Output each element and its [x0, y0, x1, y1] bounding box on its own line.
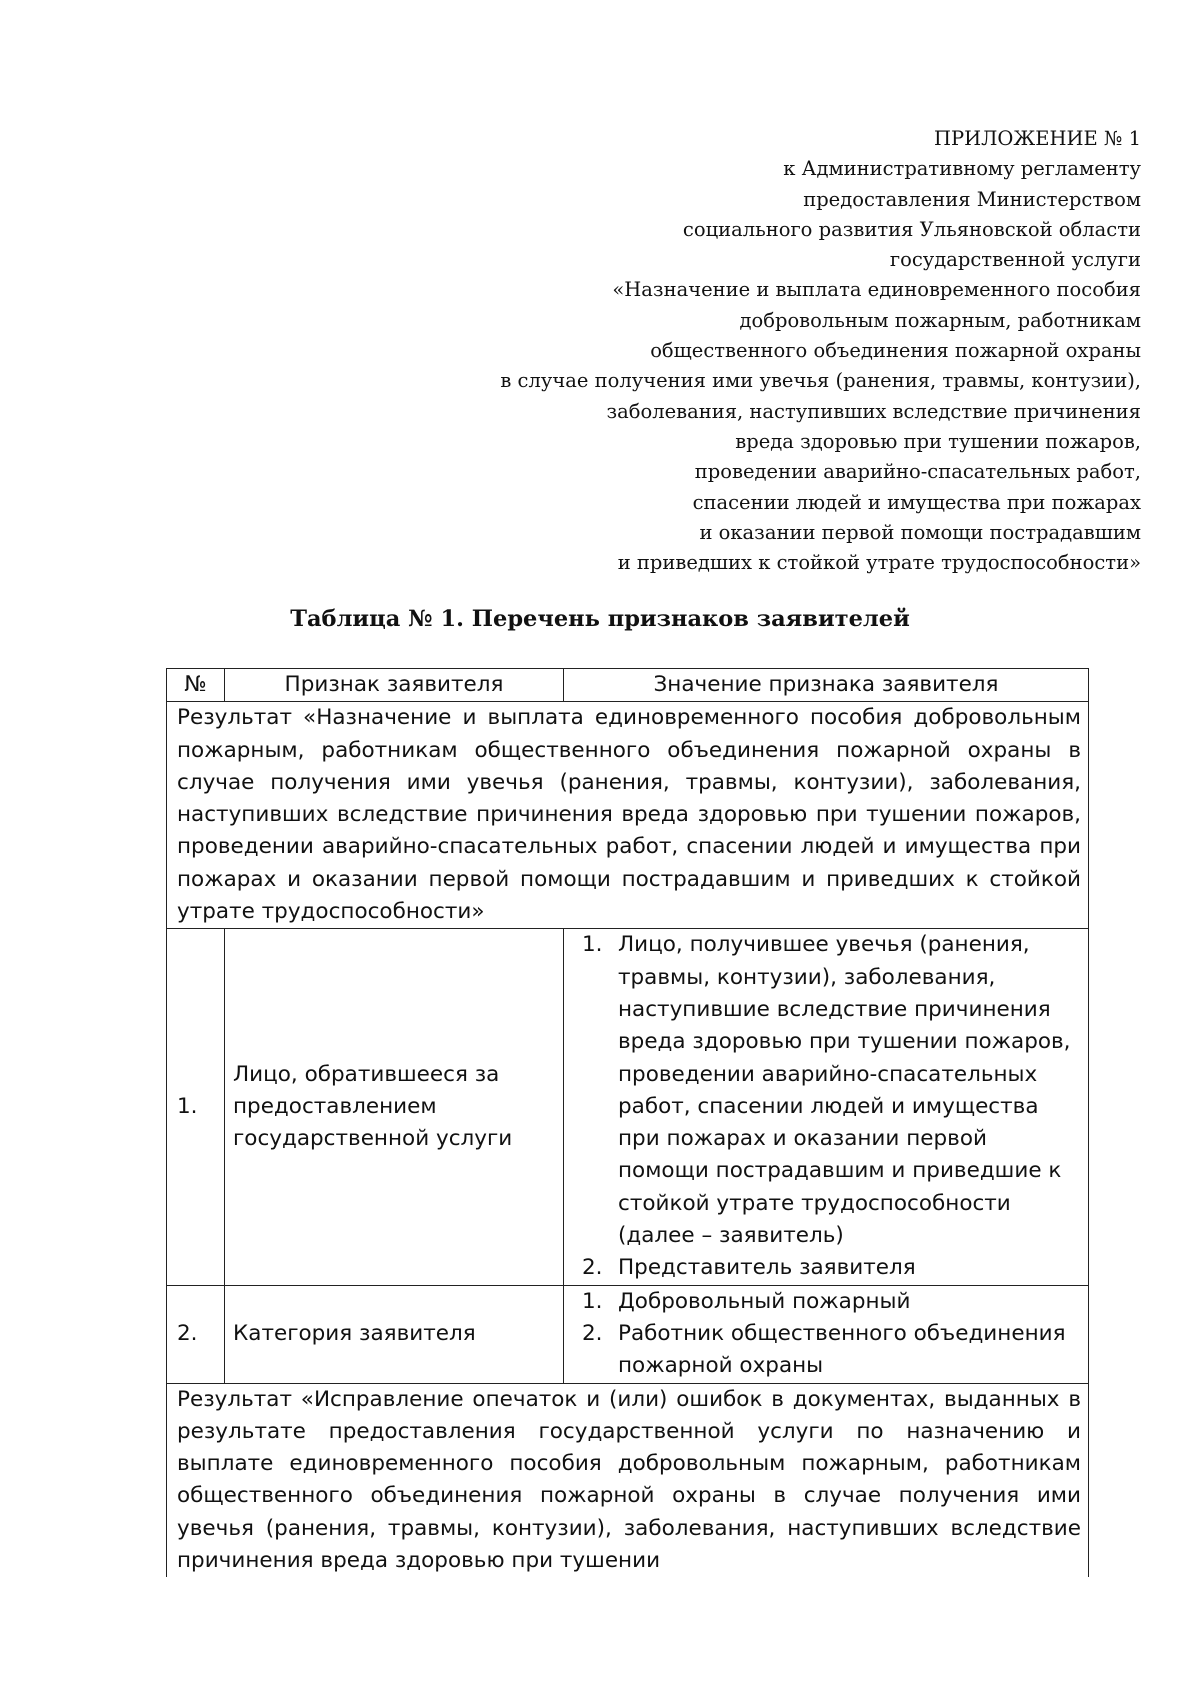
row-values: [564, 1285, 1089, 1383]
appendix-header: [441, 124, 1141, 578]
table-row: [167, 1285, 1089, 1383]
appendix-line: и оказании первой помощи пострадавшим: [699, 520, 1141, 544]
list-marker: 2.: [582, 1255, 603, 1281]
table-header-row: [167, 669, 1089, 702]
list-item: [582, 1252, 1080, 1284]
header-value: Значение признака заявителя: [564, 669, 1089, 702]
row-feature: Категория заявителя: [225, 1285, 564, 1383]
result-cell: Результат «Исправление опечаток и (или) ошибок в документах, выданных в результате предоставления государственной услуги по назначению и выплате единовременного пособия добровольным пожарным, работникам общественного объединения пожарной охраны в случае получения ими увечья (ранения, травмы, контузии), заболевания, наступивших вследствие причинения вреда здоровью при тушении: [167, 1383, 1089, 1577]
result-row: [167, 1383, 1089, 1577]
row-number: 1.: [167, 929, 225, 1285]
list-marker: 2.: [582, 1320, 603, 1346]
appendix-line: государственной услуги: [889, 248, 1141, 272]
appendix-line: ПРИЛОЖЕНИЕ № 1: [933, 127, 1141, 150]
result-row: [167, 702, 1089, 929]
list-item-text: Лицо, получившее увечья (ранения, травмы, контузии), заболевания, наступившие вследствие причинения вреда здоровью при тушении пожаров, проведении аварийно-спасательных работ, спасении людей и имущества при пожарах и оказании первой помощи пострадавшим и приведшие к стойкой утрате трудоспособности (далее – заявитель): [618, 932, 1071, 1249]
appendix-line: добровольным пожарным, работникам: [739, 308, 1141, 332]
appendix-line: спасении людей и имущества при пожарах: [692, 490, 1141, 514]
appendix-line: «Назначение и выплата единовременного пособия: [612, 278, 1141, 302]
row-feature: Лицо, обратившееся за предоставлением государственной услуги: [225, 929, 564, 1285]
list-item-text: Работник общественного объединения пожарной охраны: [618, 1320, 1066, 1379]
appendix-line: к Административному регламенту: [783, 157, 1141, 181]
table-row: [167, 929, 1089, 1285]
appendix-line: вреда здоровью при тушении пожаров,: [735, 429, 1141, 453]
header-feature: Признак заявителя: [225, 669, 564, 702]
list-marker: 1.: [582, 1288, 603, 1314]
appendix-line: и приведших к стойкой утрате трудоспособности»: [617, 551, 1141, 575]
value-list: [572, 1286, 1080, 1383]
header-number: №: [167, 669, 225, 702]
list-item: [582, 1318, 1080, 1383]
appendix-line: проведении аварийно-спасательных работ,: [694, 460, 1141, 484]
list-item-text: Добровольный пожарный: [618, 1288, 911, 1314]
value-list: [572, 929, 1080, 1284]
row-number: 2.: [167, 1285, 225, 1383]
row-values: [564, 929, 1089, 1285]
list-marker: 1.: [582, 932, 603, 958]
appendix-line: заболевания, наступивших вследствие причинения: [606, 399, 1141, 423]
appendix-line: общественного объединения пожарной охраны: [650, 339, 1141, 363]
appendix-line: в случае получения ими увечья (ранения, травмы, контузии),: [500, 369, 1141, 393]
applicant-features-table: [166, 668, 1089, 1577]
list-item: [582, 929, 1080, 1252]
result-cell: Результат «Назначение и выплата единовременного пособия добровольным пожарным, работникам общественного объединения пожарной охраны в случае получения ими увечья (ранения, травмы, контузии), заболевания, наступивших вследствие причинения вреда здоровью при тушении пожаров, проведении аварийно-спасательных работ, спасении людей и имущества при пожарах и оказании первой помощи пострадавшим и приведших к стойкой утрате трудоспособности»: [167, 702, 1089, 929]
appendix-line: предоставления Министерством: [803, 187, 1141, 211]
list-item: [582, 1286, 1080, 1318]
table-title: Таблица № 1. Перечень признаков заявителей: [290, 606, 910, 632]
list-item-text: Представитель заявителя: [618, 1255, 916, 1281]
appendix-line: социального развития Ульяновской области: [682, 217, 1141, 241]
